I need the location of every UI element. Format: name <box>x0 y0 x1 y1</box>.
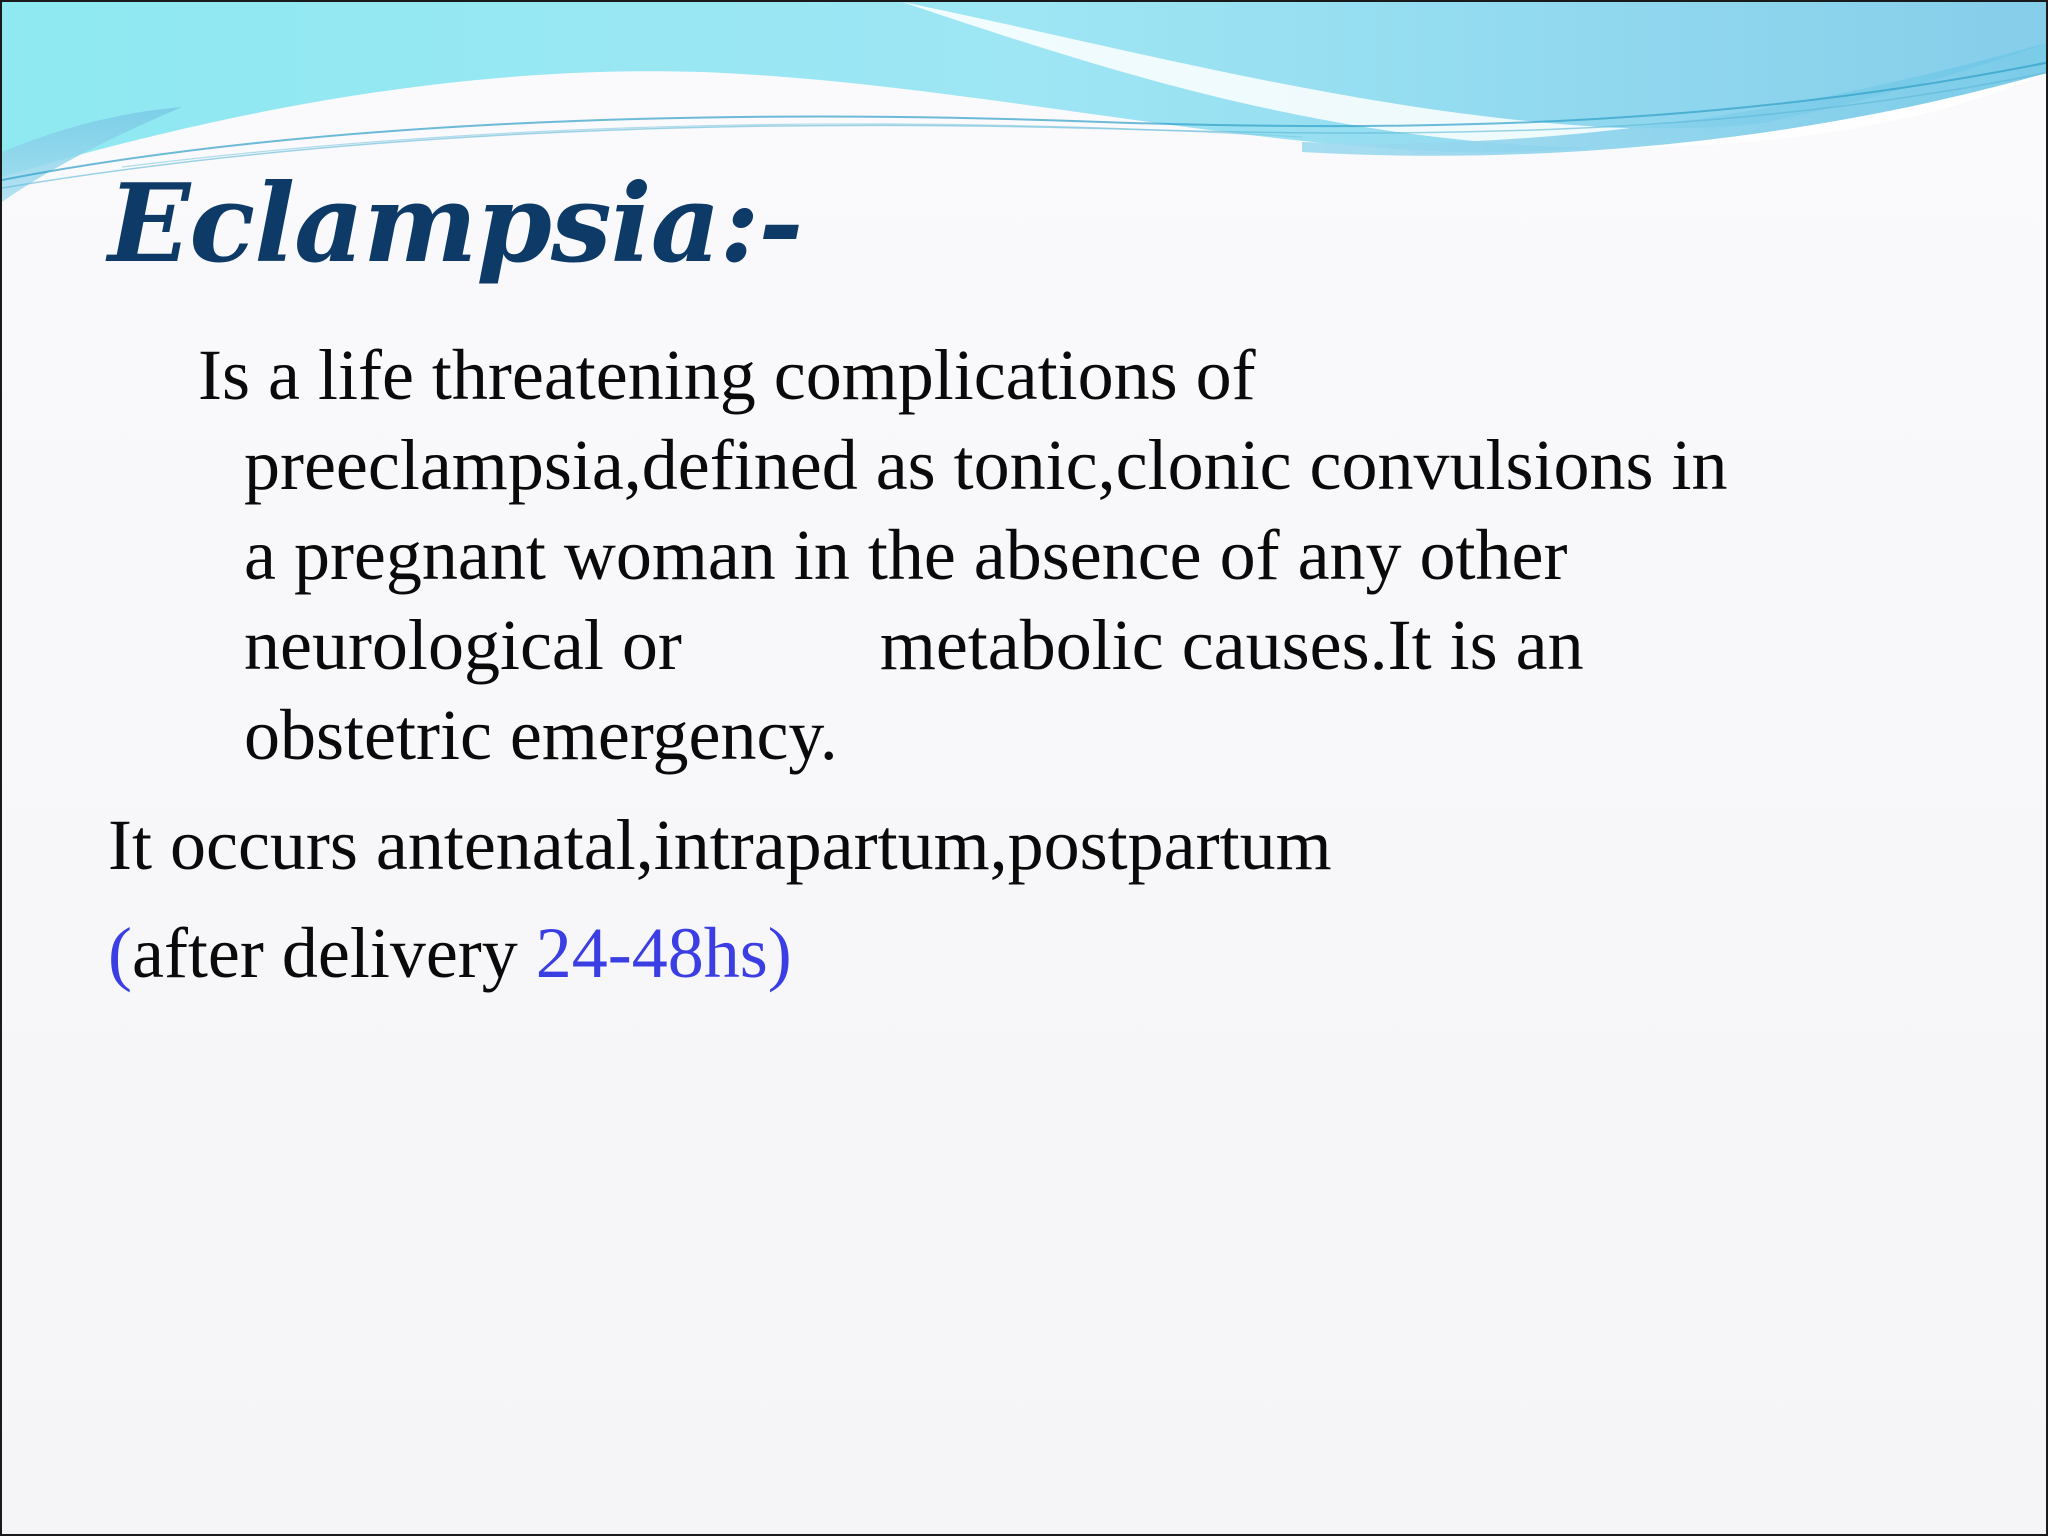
time-window-highlight: 24-48hs <box>535 913 768 993</box>
after-delivery-label: after delivery <box>131 913 536 993</box>
definition-paragraph <box>198 330 1918 780</box>
definition-line: Is a life threatening complications of <box>198 335 1256 415</box>
occurrence-text: It occurs antenatal,intrapartum,postpartum <box>108 805 1332 885</box>
definition-line: a pregnant woman in the absence of any other <box>244 515 1568 595</box>
open-paren: ( <box>108 913 132 993</box>
definition-line: neurological or metabolic causes.It is an <box>244 605 1584 685</box>
after-delivery-text <box>108 908 792 998</box>
slide-title: Eclampsia:- <box>108 161 803 287</box>
definition-line: obstetric emergency. <box>244 695 838 775</box>
close-paren: ) <box>767 913 792 993</box>
definition-line: preeclampsia,defined as tonic,clonic convulsions in <box>244 425 1728 505</box>
